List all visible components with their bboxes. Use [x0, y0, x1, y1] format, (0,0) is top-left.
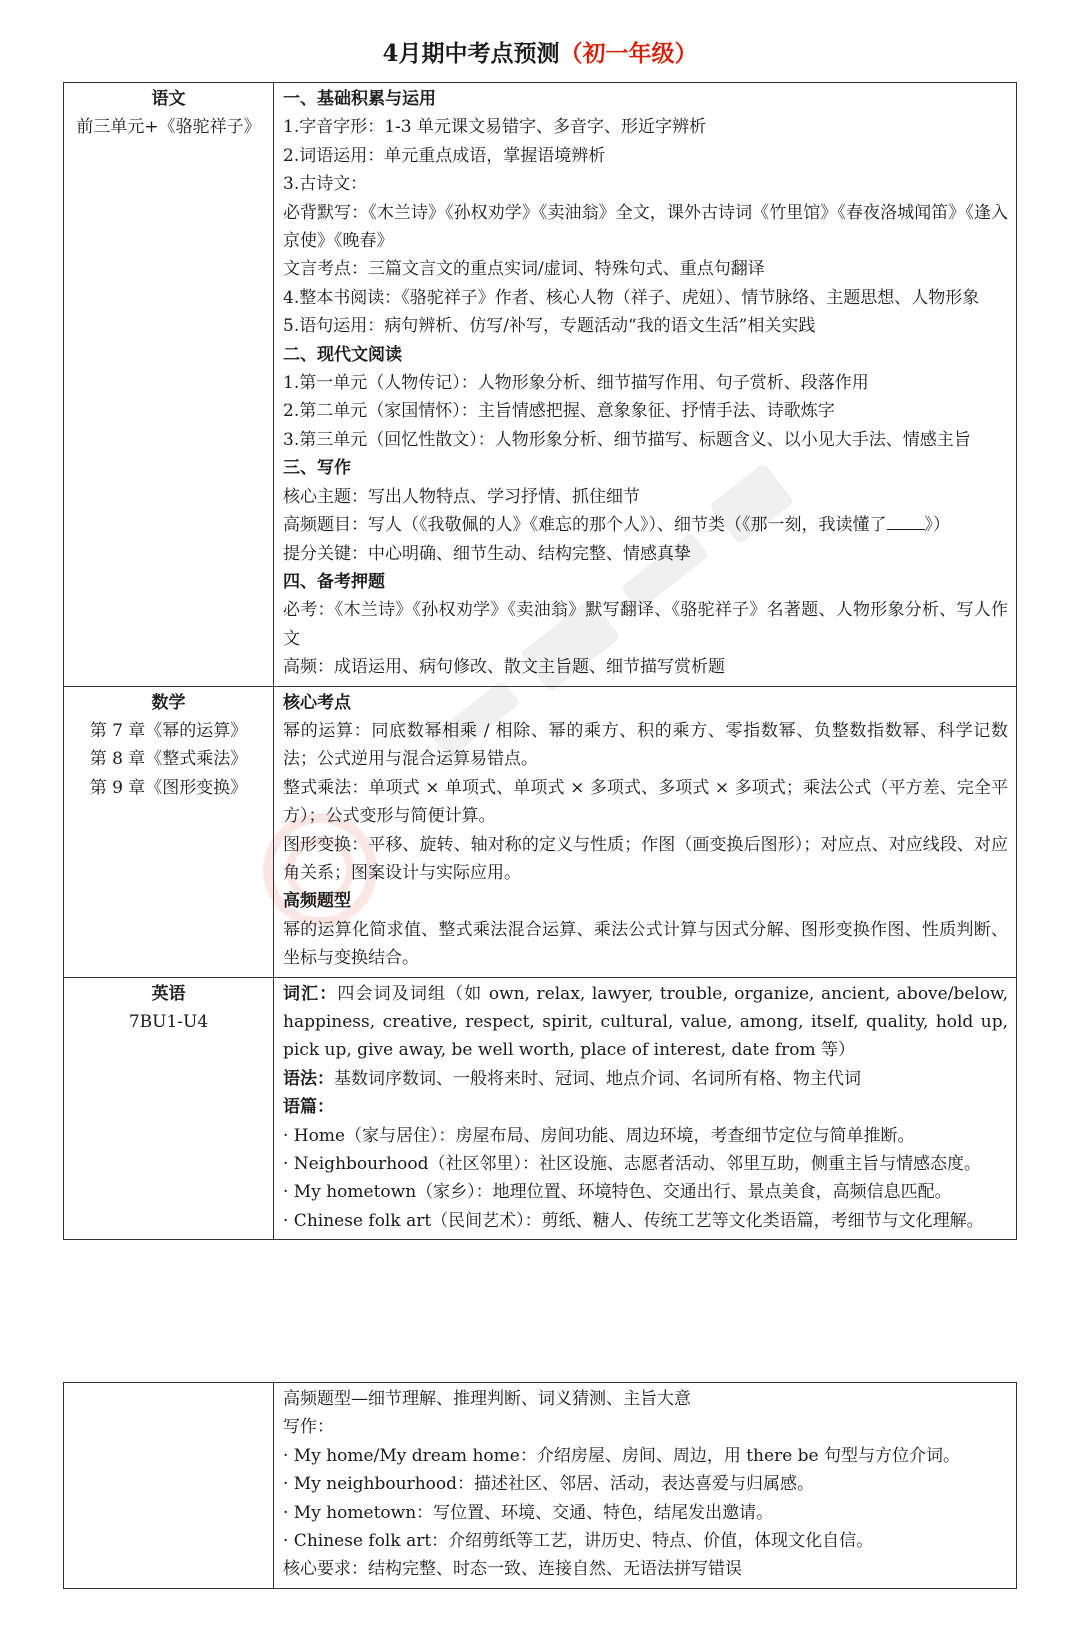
content-line: 幂的运算：同底数幂相乘 / 相除、幂的乘方、积的乘方、零指数幂、负整数指数幂、科学记数法；公式逆用与混合运算易错点。: [283, 720, 1008, 770]
subject-name: 英语: [151, 983, 186, 1004]
content-line: 必背默写：《木兰诗》《孙权劝学》《卖油翁》全文，课外古诗词《竹里馆》《春夜洛城闻笛》《逢入京使》《晚春》: [283, 202, 1008, 252]
cell-math-subject: [64, 686, 274, 977]
line-text: · Home（家与居住）：房屋布局、房间功能、周边环境，考查细节定位与简单推断。: [283, 1125, 915, 1146]
subject-scope: 第 8 章《整式乘法》: [89, 749, 248, 770]
row-chinese: [64, 83, 1017, 687]
cell-english-subject: [64, 977, 274, 1240]
content-line: 5.语句运用：病句辨析、仿写/补写，专题活动“我的语文生活”相关实践: [283, 316, 816, 337]
section-heading: 一、基础积累与运用: [283, 89, 436, 109]
line-text: · Neighbourhood（社区邻里）：社区设施、志愿者活动、邻里互助，侧重主旨与情感态度。: [283, 1154, 982, 1175]
section-heading: 核心考点: [283, 692, 351, 713]
section-heading: 高频题型: [283, 891, 351, 912]
title-grade: （初一年级）: [559, 40, 698, 67]
content-line: · Chinese folk art：介绍剪纸等工艺，讲历史、特点、价值，体现文化自信。: [283, 1531, 874, 1552]
subject-name: 数学: [151, 692, 186, 713]
content-line: 2.第二单元（家国情怀）：主旨情感把握、意象象征、抒情手法、诗歌炼字: [283, 401, 835, 422]
subject-name: 语文: [151, 89, 186, 109]
line-label: 语法：: [283, 1068, 334, 1089]
line-label: 词汇：: [283, 983, 338, 1004]
section-heading: 三、写作: [283, 458, 351, 479]
content-line: 提分关键：中心明确、细节生动、结构完整、情感真挚: [283, 543, 691, 564]
content-line: 3.第三单元（回忆性散文）：人物形象分析、细节描写、标题含义、以小见大手法、情感主旨: [283, 429, 971, 450]
content-line: 图形变换：平移、旋转、轴对称的定义与性质；作图（画变换后图形）；对应点、对应线段、对应角关系；图案设计与实际应用。: [283, 834, 1008, 883]
row-english-continued: [64, 1383, 1017, 1589]
content-line: [283, 1122, 1008, 1150]
line-text: 四会词及词组（如 own, relax, lawyer, trouble, organize, ancient, above/below, happiness, creative, respect, spirit, cultural, value, among, itself, quality, hold up, pick up, give away, be well worth, place of interest, date from 等）: [283, 983, 1008, 1061]
content-line: 幂的运算化简求值、整式乘法混合运算、乘法公式计算与因式分解、图形变换作图、性质判断、坐标与变换结合。: [283, 919, 1008, 969]
cell-math-content: [274, 686, 1017, 977]
content-line: 高频：成语运用、病句修改、散文主旨题、细节描写赏析题: [283, 657, 725, 678]
content-line: [283, 511, 1008, 539]
content-line: 核心要求：结构完整、时态一致、连接自然、无语法拼写错误: [283, 1559, 742, 1580]
content-line: 3.古诗文：: [283, 174, 368, 195]
content-line: [283, 1178, 1008, 1206]
content-line: 写作：: [283, 1417, 334, 1438]
title-main: 4月期中考点预测: [382, 40, 560, 67]
content-line: 1.第一单元（人物传记）：人物形象分析、细节描写作用、句子赏析、段落作用: [283, 373, 869, 394]
content-line: [283, 1065, 1008, 1093]
content-line: [283, 1093, 1008, 1121]
row-english: [64, 977, 1017, 1240]
content-line: · My hometown：写位置、环境、交通、特色，结尾发出邀请。: [283, 1502, 774, 1523]
section-heading: 二、现代文阅读: [283, 344, 402, 365]
content-line: [283, 1150, 1008, 1178]
fill-blank: [887, 511, 925, 530]
content-line: [283, 1207, 1008, 1235]
line-text: 》）: [924, 515, 950, 536]
content-line: 1.字音字形：1-3 单元课文易错字、多音字、形近字辨析: [283, 117, 706, 138]
content-line: · My home/My dream home：介绍房屋、房间、周边，用 there be 句型与方位介词。: [283, 1445, 961, 1466]
cell-chinese-content: [274, 83, 1017, 687]
line-text: 高频题目：写人（《我敬佩的人》《难忘的那个人》）、细节类（《那一刻，我读懂了: [283, 515, 887, 536]
cell-english-content: [274, 977, 1017, 1240]
subject-scope: 前三单元+《骆驼祥子》: [76, 117, 261, 138]
content-line: · My neighbourhood：描述社区、邻居、活动，表达喜爱与归属感。: [283, 1474, 814, 1495]
content-line: 文言考点：三篇文言文的重点实词/虚词、特殊句式、重点句翻译: [283, 259, 765, 280]
content-line: 必考：《木兰诗》《孙权劝学》《卖油翁》默写翻译、《骆驼祥子》名著题、人物形象分析、写人作文: [283, 600, 1008, 649]
content-line: 2.词语运用：单元重点成语，掌握语境辨析: [283, 145, 606, 166]
content-line: 4.整本书阅读：《骆驼祥子》作者、核心人物（祥子、虎妞）、情节脉络、主题思想、人物形象: [283, 287, 980, 308]
content-line: 整式乘法：单项式 × 单项式、单项式 × 多项式、多项式 × 多项式；乘法公式（平方差、完全平方）；公式变形与简便计算。: [283, 777, 1008, 827]
line-text: · Chinese folk art（民间艺术）：剪纸、糖人、传统工艺等文化类语篇，考细节与文化理解。: [283, 1210, 984, 1231]
line-label: 语篇：: [283, 1097, 334, 1118]
cell-empty-subject: [64, 1383, 274, 1589]
cell-chinese-subject: [64, 83, 274, 687]
subject-scope: 第 9 章《图形变换》: [89, 777, 248, 798]
page-title: [0, 36, 1080, 72]
row-math: [64, 686, 1017, 977]
content-line: 核心主题：写出人物特点、学习抒情、抓住细节: [283, 486, 640, 507]
exam-points-table-continued: [63, 1382, 1017, 1589]
subject-scope: 第 7 章《幂的运算》: [89, 720, 248, 741]
line-text: · My hometown（家乡）：地理位置、环境特色、交通出行、景点美食，高频信息匹配。: [283, 1182, 952, 1203]
exam-points-table: [63, 82, 1017, 1240]
subject-scope: 7BU1-U4: [128, 1012, 209, 1032]
line-text: 基数词序数词、一般将来时、冠词、地点介词、名词所有格、物主代词: [334, 1068, 861, 1089]
content-line: [283, 980, 1008, 1065]
content-line: 高频题型—细节理解、推理判断、词义猜测、主旨大意: [283, 1389, 691, 1409]
cell-english-continued-content: [274, 1383, 1017, 1589]
section-heading: 四、备考押题: [283, 571, 385, 592]
